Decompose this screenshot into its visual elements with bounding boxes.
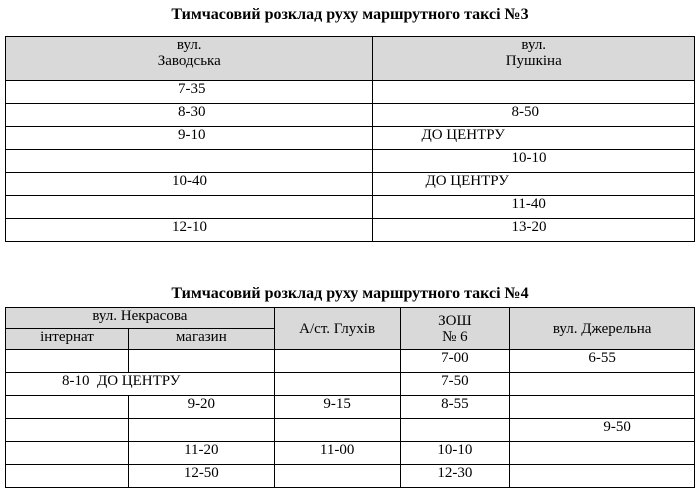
header-hlukhiv: А/ст. Глухів: [274, 308, 400, 350]
cell-mahazyn: [128, 419, 274, 442]
cell-zavodska: [6, 150, 373, 173]
cell-internat: [6, 396, 129, 419]
cell-zosh: 12-30: [400, 465, 510, 488]
table-row: [6, 104, 695, 127]
cell-zavodska: [6, 196, 373, 219]
cell-dzherelna: 6-55: [510, 350, 695, 373]
cell-zavodska: 12-10: [6, 219, 373, 242]
header-line: вул.: [176, 37, 202, 53]
cell-hlukhiv: [274, 373, 400, 396]
header-line: Пушкіна: [505, 53, 562, 69]
schedule-title-route-3: Тимчасовий розклад руху маршрутного таксі №3: [171, 6, 529, 23]
cell-internat: [6, 350, 129, 373]
header-line: Заводська: [157, 53, 221, 69]
cell-zavodska: 7-35: [6, 81, 373, 104]
cell-zosh: 8-55: [400, 396, 510, 419]
cell-dzherelna: [510, 442, 695, 465]
table-row: [6, 396, 695, 419]
cell-pushkina: 11-40: [373, 196, 695, 219]
header-nekrasova: вул. Некрасова: [6, 308, 275, 329]
table-row: [6, 81, 695, 104]
table-row: [6, 350, 695, 373]
cell-internat: [6, 419, 129, 442]
cell-zosh: 7-00: [400, 350, 510, 373]
cell-pushkina: 13-20: [373, 219, 695, 242]
cell-mahazyn: 12-50: [128, 465, 274, 488]
cell-internat: [6, 465, 129, 488]
cell-pushkina: [373, 81, 695, 104]
table-header-row: [6, 37, 695, 81]
cell-destination-note: ДО ЦЕНТРУ: [373, 127, 695, 150]
schedule-table-route-4: [5, 307, 695, 488]
header-line: вул.: [521, 37, 547, 53]
cell-dzherelna: [510, 465, 695, 488]
cell-zavodska: 9-10: [6, 127, 373, 150]
cell-zavodska: 8-30: [6, 104, 373, 127]
cell-dzherelna: [510, 396, 695, 419]
table-header-row: [6, 308, 695, 329]
header-mahazyn: магазин: [128, 329, 274, 350]
cell-hlukhiv: 11-00: [274, 442, 400, 465]
header-zavodska: [6, 37, 373, 81]
cell-hlukhiv: [274, 350, 400, 373]
table-row: [6, 127, 695, 150]
cell-zosh: 10-10: [400, 442, 510, 465]
table-row: [6, 465, 695, 488]
schedule-title-route-4: Тимчасовий розклад руху маршрутного таксі №4: [171, 285, 529, 302]
cell-zavodska: 10-40: [6, 173, 373, 196]
cell-internat: [6, 442, 129, 465]
schedule-table-route-3: [5, 36, 695, 242]
header-zosh-6: ЗОШ № 6: [400, 308, 510, 350]
header-pushkina: [373, 37, 695, 81]
cell-mahazyn: 11-20: [128, 442, 274, 465]
cell-pushkina: 10-10: [373, 150, 695, 173]
header-dzherelna: вул. Джерельна: [510, 308, 695, 350]
cell-pushkina: 8-50: [373, 104, 695, 127]
table-row: [6, 419, 695, 442]
cell-zosh: 7-50: [400, 373, 510, 396]
cell-nekrasova-note: 8-10 ДО ЦЕНТРУ: [6, 373, 275, 396]
header-internat: інтернат: [6, 329, 129, 350]
cell-hlukhiv: 9-15: [274, 396, 400, 419]
cell-hlukhiv: [274, 465, 400, 488]
table-row: [6, 150, 695, 173]
table-row: [6, 196, 695, 219]
cell-hlukhiv: [274, 419, 400, 442]
cell-mahazyn: 9-20: [128, 396, 274, 419]
cell-dzherelna: [510, 373, 695, 396]
cell-dzherelna: 9-50: [510, 419, 695, 442]
table-row: [6, 173, 695, 196]
table-row: [6, 442, 695, 465]
cell-zosh: [400, 419, 510, 442]
table-row: [6, 219, 695, 242]
cell-mahazyn: [128, 350, 274, 373]
table-row: [6, 373, 695, 396]
cell-destination-note: ДО ЦЕНТРУ: [373, 173, 695, 196]
